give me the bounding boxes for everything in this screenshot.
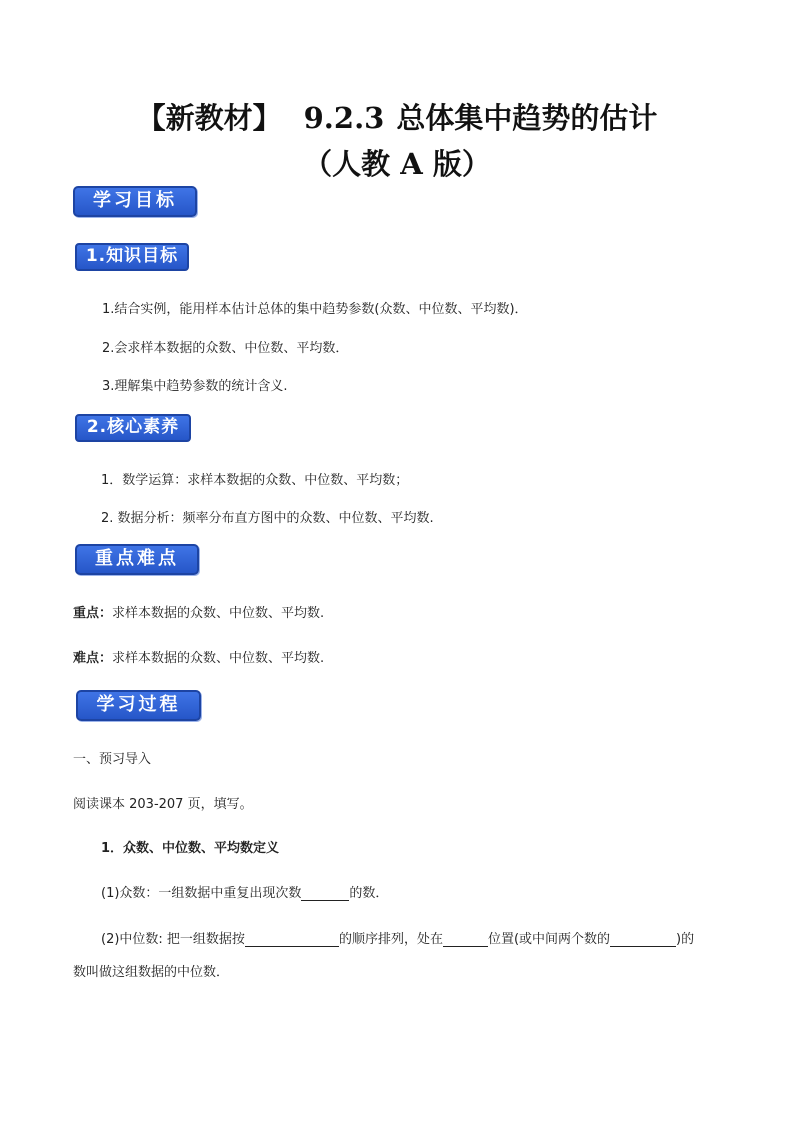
key-label: 重点： — [73, 606, 113, 621]
literacy-item-1: 1．数学运算：求样本数据的众数、中位数、平均数； — [101, 473, 409, 488]
mode-blank[interactable] — [301, 886, 349, 901]
section-badge-keypoints: 重点难点 — [75, 544, 199, 575]
preview-heading: 一、预习导入 — [73, 752, 152, 767]
median-position-blank[interactable] — [443, 932, 488, 947]
median-definition-continued: 数叫做这组数据的中位数． — [73, 965, 230, 980]
median-text-b: 的顺序排列，处在 — [338, 932, 443, 947]
median-order-blank[interactable] — [245, 932, 339, 947]
knowledge-item-3: 3.理解集中趋势参数的统计含义. — [102, 379, 288, 394]
page-subtitle: （人教 A 版） — [303, 147, 491, 181]
hard-point — [73, 647, 324, 666]
section-badge-process: 学习过程 — [76, 690, 201, 721]
key-point — [73, 602, 324, 621]
knowledge-item-2: 2.会求样本数据的众数、中位数、平均数． — [102, 341, 349, 356]
median-definition — [101, 928, 694, 947]
median-text-c: 位置(或中间两个数的 — [487, 932, 611, 947]
section-badge-goals: 学习目标 — [73, 186, 197, 217]
reading-instruction: 阅读课本 203-207 页，填写。 — [73, 797, 253, 812]
subsection-badge-literacy: 2.核心素养 — [75, 414, 191, 442]
mode-definition — [101, 882, 388, 901]
title-tag: 【新教材】 — [136, 101, 282, 135]
page-title — [0, 96, 794, 137]
definition-heading: 1．众数、中位数、平均数定义 — [101, 841, 280, 856]
literacy-item-2: 2. 数据分析：频率分布直方图中的众数、中位数、平均数. — [101, 511, 434, 526]
median-text-a: (2)中位数: 把一组数据按 — [101, 932, 245, 947]
median-middle-blank[interactable] — [610, 932, 676, 947]
subsection-badge-knowledge: 1.知识目标 — [75, 243, 189, 271]
hard-label: 难点： — [73, 651, 113, 666]
knowledge-item-1: 1.结合实例，能用样本估计总体的集中趋势参数(众数、中位数、平均数)． — [102, 302, 528, 317]
key-text: 求样本数据的众数、中位数、平均数. — [112, 606, 325, 621]
title-topic: 总体集中趋势的估计 — [396, 101, 658, 135]
mode-text-a: (1)众数：一组数据中重复出现次数 — [101, 886, 302, 901]
hard-text: 求样本数据的众数、中位数、平均数. — [112, 651, 325, 666]
mode-text-b: 的数． — [349, 886, 389, 901]
title-section-number: 9.2.3 — [303, 101, 385, 135]
median-text-d: )的 — [676, 932, 695, 947]
